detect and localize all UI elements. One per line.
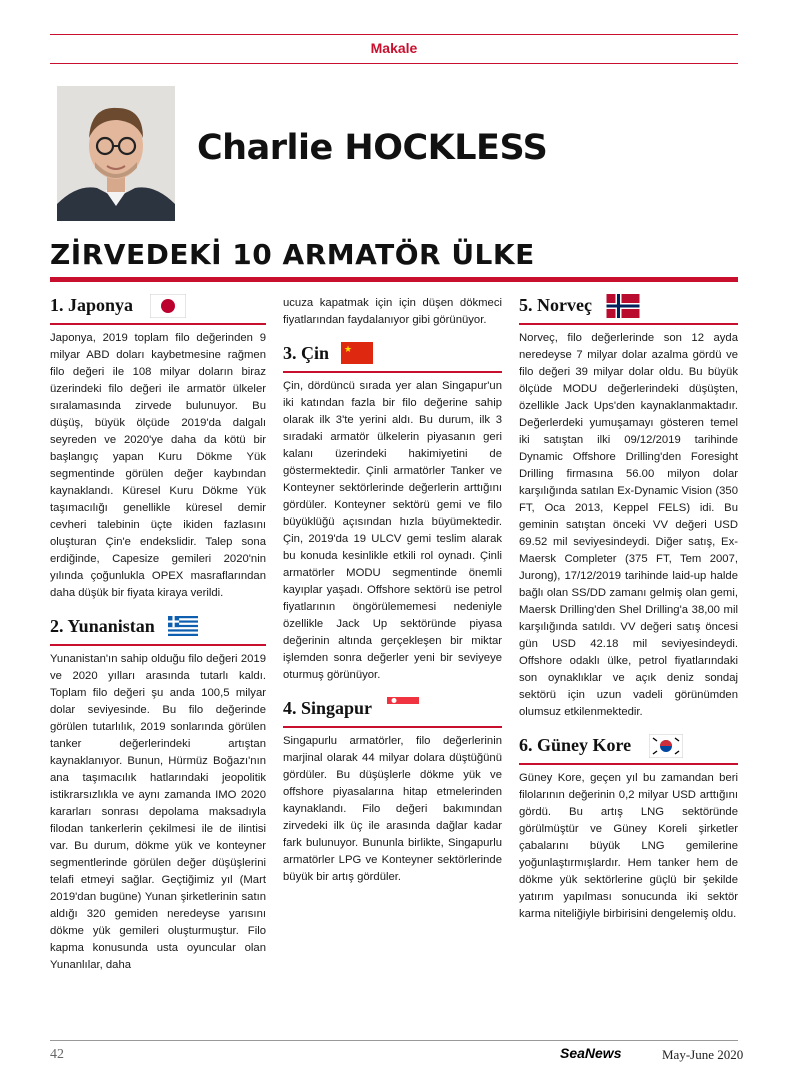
footer-rule [50, 1040, 738, 1041]
section-title: 5. Norveç [519, 295, 592, 315]
section-body: Singapurlu armatörler, filo değerlerinin marjinal olarak 44 milyar dolara düştüğünü gördüler. Bu düşüşlerle dökme yük ve offshore piyasalarına hitap etmelerinden kaynaklandı. Filo değeri bakımından zirvedeki ilk üç ile arasında dağlar kadar fark bulunuyor. Bununla birlikte, Singapurlu armatörler LPG ve Konteyner sektörlerinde büyük bir artış gördüler. [283, 735, 502, 883]
section-rule [50, 323, 266, 325]
column-1 [50, 295, 266, 974]
section-title: 3. Çin [283, 343, 330, 363]
page-number: 42 [50, 1047, 64, 1062]
section-tag: Makale [370, 40, 418, 56]
section-title: 2. Yunanistan [50, 616, 155, 636]
section-rule [283, 371, 502, 373]
headline-rule [50, 277, 738, 282]
section-rule [283, 726, 502, 728]
column-2 [283, 295, 502, 886]
issue-date: May-June 2020 [662, 1047, 744, 1062]
china-flag-icon [341, 342, 373, 369]
section-heading-norvec [519, 295, 738, 322]
section-rule [519, 323, 738, 325]
column-3 [519, 295, 738, 923]
south-korea-flag-icon [649, 734, 683, 763]
norway-flag-icon [606, 294, 640, 323]
section-heading-cin [283, 343, 502, 370]
section-body: Yunanistan'ın sahip olduğu filo değeri 2019 ve 2020 yılları arasında tutarlı kaldı. Toplam filo değeri şu anda 100,5 milyar dolar seviyesinde. Bu filo değerinde görülen tutarlılık, 2019 sonlarında görülen tanker değerlerindeki artıştan kaynaklanıyor. Bunun, Hürmüz Boğazı'nın ana taşımacılık hatlarındaki jeopolitik istikrarsızlıkla ve aynı zamanda IMO 2020 kararları sonrası depolama maksadıyla filodan tankerlerin çekilmesi ile de ilintisi var. Bu durum, dökme yük ve konteyner segmentlerinde görülen değer düşüşlerini telafi etmeyi sağlar. Geçtiğimiz yıl (Mart 2019'dan bugüne) Yunan şirketlerinin satın aldığı 320 gemiden neredeyse yarısını dökme yük gemileri oluşturmuştur. Filo kapma konusunda usta oyuncular olan Yunanlılar, daha [50, 653, 266, 971]
section-heading-singapur [283, 698, 502, 725]
section-body: Norveç, filo değerlerinde son 12 ayda neredeyse 7 milyar dolar azalma gördü ve filo değeri 39 milyar dolar oldu. Bu büyük ölçüde MODU değerlerindeki düşüşten, özellikle Jack Ups'den kaynaklanmaktadır. Değerlerdeki yumuşamayı gösteren temel iki satıştan ilki 09/12/2019 tarihinde Dynamic Offshore Drilling'den Foresight Drilling firmasına 56.00 milyon dolar karşılığında satılan Ex-Dynamic Vision (350 FT, Oca 2013, Keppel FELS) idi. Bu geminin satıştan önceki VV değeri USD 69.52 mil seviyesindeydi. Diğer satış, Ex-Maersk Completer (375 FT, Tem 2007, Jurong), 17/12/2019 tarihinde laid-up halde bağlı olan SS/DD zamanı gelmiş olan gemi, Maersk Drilling'den Shel Drilling'a 38,00 mil karşılığında satıldı. VV değeri satış öncesi gün USD 42.18 mil seviyesindeydi. Offshore odaklı ülke, petrol fiyatlarındaki son oynaklıklar ve açık deniz sondaj sektörü için uzun vadeli görünümden olumsuz etkilenmektedir. [519, 332, 738, 718]
section-title: 6. Güney Kore [519, 735, 632, 755]
japan-flag-icon [150, 294, 186, 323]
brand-logo: SeaNews [560, 1045, 622, 1061]
section-body-continued: ucuza kapatmak için için düşen dökmeci fiyatlarından faydalanıyor gibi görünüyor. [283, 297, 502, 326]
section-body: Güney Kore, geçen yıl bu zamandan beri filolarının değerinin 0,2 milyar USD arttığını gördü. Bu artış LNG sektöründe görülmüştür ve Güney Koreli şirketler çabalarını büyük LNG gemilerine yoğunlaştırmışlardır. Hem tanker hem de dökme yük sektörlerine güçlü bir şekilde yatırım yapılması sonucunda iki sektör karma niteliğiyle birbirisini dengelemiş oldu. [519, 772, 738, 920]
author-name: Charlie HOCKLESS [197, 128, 548, 168]
headline: ZİRVEDEKİ 10 ARMATÖR ÜLKE [50, 238, 535, 271]
section-title: 4. Singapur [283, 698, 373, 718]
greece-flag-icon [168, 615, 198, 642]
singapore-flag-icon [387, 697, 419, 716]
svg-text:★: ★ [344, 345, 353, 355]
section-title: 1. Japonya [50, 295, 134, 315]
section-body: Çin, dördüncü sırada yer alan Singapur'un iki katından fazla bir filo değerine sahip olarak ilk 3'te yerini aldı. Bu durum, ilk 3 sıradaki armatör ülkelerin piyasanın geri kalanı üzerindeki hakimiyetini de göstermektedir. Çinli armatörler Tanker ve Konteyner sektörlerinde değerlerin arttığını gördüler. Konteyner sektörü gemi ve filo büyüklüğü açısından hızla büyümektedir. Çin, 2019'da 19 ULCV gemi teslim alarak bu konuda kesinlikle etkili rol oynadı. Çinli armatörler MODU segmentinde önemli kayıplar yaşadı. Offshore sektörü ise petrol fiyatlarının öngörülememesi nedeniyle özellikle Jack Up sektöründe piyasa değerinin altında gerçekleşen bir miktar işlemden sonra değerler yeni bir seviyeye oturmuş görünüyor. [283, 380, 502, 681]
header-top-rule [50, 34, 738, 35]
header-bottom-rule [50, 63, 738, 64]
section-heading-japonya [50, 295, 266, 322]
section-rule [50, 644, 266, 646]
section-body: Japonya, 2019 toplam filo değerinden 9 milyar ABD doları kaybetmesine rağmen filo değeri ile 108 milyar doların biraz üzerindeki filo değeri ile armatör ülkeler sıralamasında zirvede bulunuyor. Bu düşüş, büyük ölçüde 2019'da dalgalı seyreden ve 2020'ye daha da kötü bir başlangıç yapan Kuru Dökme Yük segmentinde görülen değer kaybından kaynaklandı. Küresel Kuru Dökme Yük taşımacılığı genellikle küresel demir cevheri talebinin üçte ikiden fazlasını oluşturan Çin'e endekslidir. Talep sona erdiğinde, Capesize gemileri 2020'nin yılında çoğunlukla OPEX masraflarından daha düşük bir fiyata kiraya verildi. [50, 332, 266, 599]
section-heading-yunanistan [50, 616, 266, 643]
author-photo [57, 86, 175, 221]
section-rule [519, 763, 738, 765]
section-heading-guney-kore [519, 735, 738, 762]
